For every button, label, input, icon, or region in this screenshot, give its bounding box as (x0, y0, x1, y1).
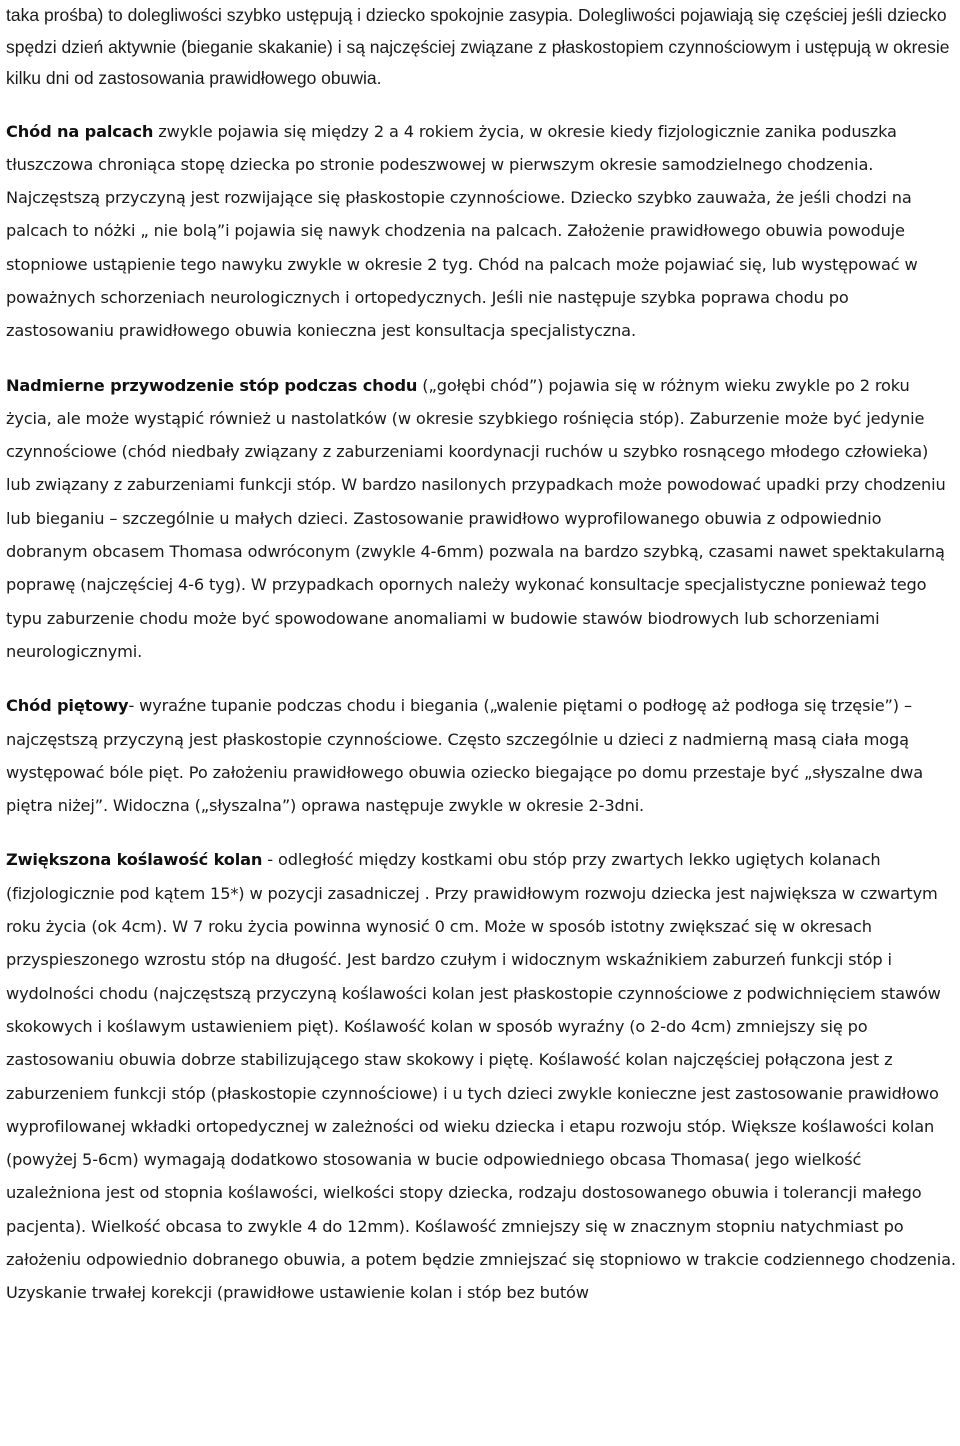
intro-paragraph: taka prośba) to dolegliwości szybko ustępują i dziecko spokojnie zasypia. Dolegliwości pojawiają się częściej jeśli dziecko spędzi dzień aktywnie (bieganie skakanie) i są najczęściej związane z płaskostopiem czynnościowym i ustępują w okresie kilku dni od zastosowania prawidłowego obuwia. (6, 5, 950, 88)
section-heading: Chód na palcach (6, 121, 154, 141)
section-heading: Chód piętowy (6, 696, 129, 716)
section-knee-valgus (6, 843, 956, 1309)
section-heading: Zwiększona koślawość kolan (6, 850, 263, 870)
section-heading: Nadmierne przywodzenie stóp podczas chodu (6, 375, 418, 395)
section-toe-walking (6, 115, 956, 348)
section-in-toeing (6, 369, 956, 669)
section-heel-walking (6, 689, 956, 822)
section-body: („gołębi chód”) pojawia się w różnym wieku zwykle po 2 roku życia, ale może wystąpić również u nastolatków (w okresie szybkiego rośnięcia stóp). Zaburzenie może być jedynie czynnościowe (chód niedbały związany z zaburzeniami koordynacji ruchów u szybko rosnącego młodego człowieka) lub związany z zaburzeniami funkcji stóp. W bardzo nasilonych przypadkach może powodować upadki przy chodzeniu lub bieganiu – szczególnie u małych dzieci. Zastosowanie prawidłowo wyprofilowanego obuwia z odpowiednio dobranym obcasem Thomasa odwróconym (zwykle 4-6mm) pozwala na bardzo szybką, czasami nawet spektakularną poprawę (najczęściej 4-6 tyg). W przypadkach opornych należy wykonać konsultacje specjalistyczne ponieważ tego typu zaburzenie chodu może być spowodowane anomaliami w budowie stawów biodrowych lub schorzeniami neurologicznymi. (6, 375, 946, 661)
section-body: - odległość między kostkami obu stóp przy zwartych lekko ugiętych kolanach (fizjologicznie pod kątem 15*) w pozycji zasadniczej . Przy prawidłowym rozwoju dziecka jest największa w czwartym roku życia (ok 4cm). W 7 roku życia powinna wynosić 0 cm. Może w sposób istotny zwiększać się w okresach przyspieszonego wzrostu stóp na długość. Jest bardzo czułym i widocznym wskaźnikiem zaburzeń funkcji stóp i wydolności chodu (najczęstszą przyczyną koślawości kolan jest płaskostopie czynnościowe z podwichnięciem stawów skokowych i koślawym ustawieniem pięt). Koślawość kolan w sposób wyraźny (o 2-do 4cm) zmniejszy się po zastosowaniu obuwia dobrze stabilizującego staw skokowy i piętę. Koślawość kolan najczęściej połączona jest z zaburzeniem funkcji stóp (płaskostopie czynnościowe) i u tych dzieci zwykle konieczne jest zastosowanie prawidłowo wyprofilowanej wkładki ortopedycznej w zależności od wieku dziecka i etapu rozwoju stóp. Większe koślawości kolan (powyżej 5-6cm) wymagają dodatkowo stosowania w bucie odpowiedniego obcasa Thomasa( jego wielkość uzależniona jest od stopnia koślawości, wielkości stopy dziecka, rodzaju dostosowanego obuwia i tolerancji małego pacjenta). Wielkość obcasa to zwykle 4 do 12mm). Koślawość zmniejszy się w znacznym stopniu natychmiast po założeniu odpowiednio dobranego obuwia, a potem będzie zmniejszać się stopniowo w trakcie codziennego chodzenia. Uzyskanie trwałej korekcji (prawidłowe ustawienie kolan i stóp bez butów (6, 850, 956, 1303)
document-page (6, 0, 956, 1310)
section-body: - wyraźne tupanie podczas chodu i biegania („walenie piętami o podłogę aż podłoga się trzęsie”) – najczęstszą przyczyną jest płaskostopie czynnościowe. Często szczególnie u dzieci z nadmierną masą ciała mogą występować bóle pięt. Po założeniu prawidłowego obuwia oziecko biegające po domu przestaje być „słyszalne dwa piętra niżej”. Widoczna („słyszalna”) oprawa następuje zwykle w okresie 2-3dni. (6, 696, 924, 816)
section-body: zwykle pojawia się między 2 a 4 rokiem życia, w okresie kiedy fizjologicznie zanika poduszka tłuszczowa chroniąca stopę dziecka po stronie podeszwowej w pierwszym okresie samodzielnego chodzenia. Najczęstszą przyczyną jest rozwijające się płaskostopie czynnościowe. Dziecko szybko zauważa, że jeśli chodzi na palcach to nóżki „ nie bolą”i pojawia się nawyk chodzenia na palcach. Założenie prawidłowego obuwia powoduje stopniowe ustąpienie tego nawyku zwykle w okresie 2 tyg. Chód na palcach może pojawiać się, lub występować w poważnych schorzeniach neurologicznych i ortopedycznych. Jeśli nie następuje szybka poprawa chodu po zastosowaniu prawidłowego obuwia konieczna jest konsultacja specjalistyczna. (6, 121, 918, 341)
